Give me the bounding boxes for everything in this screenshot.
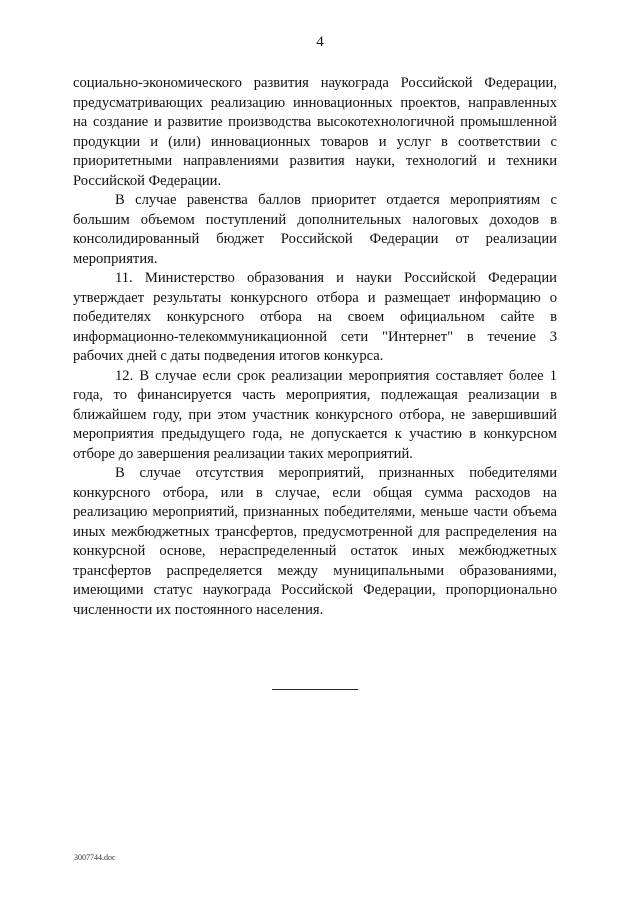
paragraph-continuation: социально-экономического развития наукограда Российской Федерации, предусматривающих реализацию инновационных проектов, направленных на создание и развитие производства высокотехнологичной промышленной продукции и (или) инновационных товаров и услуг в соответствии с приоритетными направлениями развития науки, технологий и техники Российской Федерации. (73, 75, 557, 189)
document-file-code: 3007744.doc (74, 853, 116, 862)
paragraph-tie-break: В случае равенства баллов приоритет отдается мероприятиям с большим объемом поступлений дополнительных налоговых доходов в консолидированный бюджет Российской Федерации от реализации мероприятия. (73, 192, 557, 267)
paragraph-item-11: 11. Министерство образования и науки Российской Федерации утверждает результаты конкурсного отбора и размещает информацию о победителях конкурсного отбора на своем официальном сайте в информационно-телекоммуникационной сети "Интернет" в течение 3 рабочих дней с даты подведения итогов конкурса. (73, 270, 557, 364)
paragraph-no-winners: В случае отсутствия мероприятий, признанных победителями конкурсного отбора, или в случае, если общая сумма расходов на реализацию мероприятий, признанных победителями, меньше части объема иных межбюджетных трансфертов, предусмотренной для распределения на конкурсной основе, нераспределенный остаток иных межбюджетных трансфертов распределяется между муниципальными образованиями, имеющими статус наукограда Российской Федерации, пропорционально численности их постоянного населения. (73, 465, 557, 618)
document-body (73, 74, 557, 620)
page-number: 4 (316, 34, 324, 50)
paragraph-item-12: 12. В случае если срок реализации мероприятия составляет более 1 года, то финансируется часть мероприятия, подлежащая реализации в ближайшем году, при этом участник конкурсного отбора, не завершивший мероприятия предыдущего года, не допускается к участию в конкурсном отборе до завершения реализации таких мероприятий. (73, 367, 557, 462)
end-separator-line (272, 689, 358, 690)
